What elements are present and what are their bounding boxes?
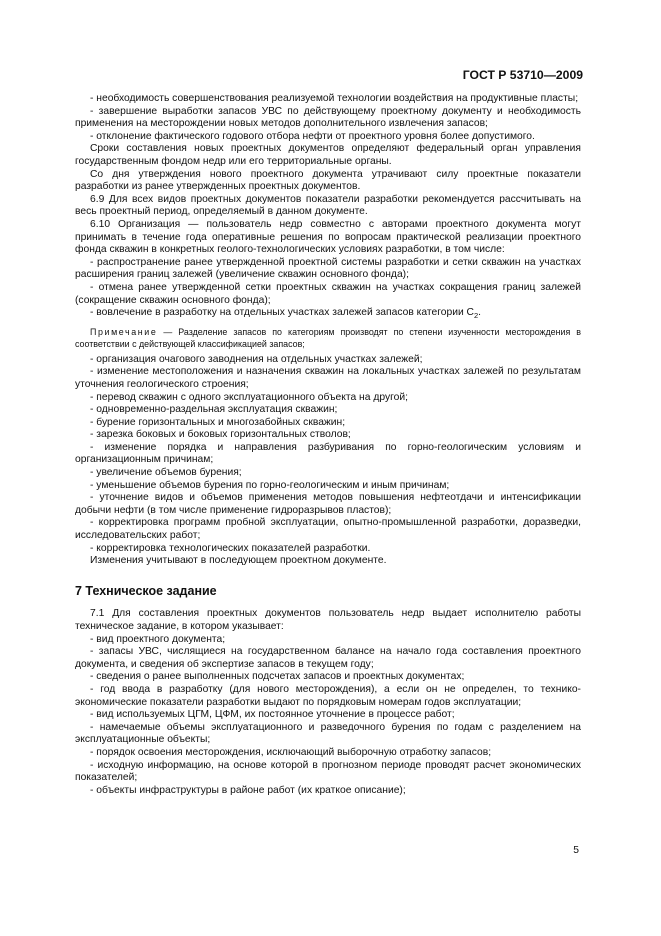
list-item-c2 bbox=[75, 307, 581, 323]
section-7-body bbox=[75, 608, 581, 797]
c2-text: - вовлечение в разработку на отдельных участках залежей запасов категории C bbox=[90, 307, 474, 319]
note-text: — Разделение запасов по категориям производят по степени изученности месторождения в соответствии с действующей классификацией запасов; bbox=[75, 326, 581, 349]
paragraph: - исходную информацию, на основе которой в прогнозном периоде проводят расчет экономических показателей; bbox=[75, 759, 581, 784]
paragraph: - увеличение объемов бурения; bbox=[90, 467, 242, 479]
paragraph: - отмена ранее утвержденной сетки проектных скважин на участках сокращения границ залежей (сокращение скважин основного фонда); bbox=[75, 281, 581, 306]
paragraph: - намечаемые объемы эксплуатационного и разведочного бурения по годам с разделением на эксплуатационные объекты; bbox=[75, 721, 581, 746]
page-body bbox=[75, 93, 581, 797]
paragraph: - вид проектного документа; bbox=[90, 633, 226, 645]
page-number: 5 bbox=[573, 845, 579, 856]
paragraph: - отклонение фактического годового отбора нефти от проектного уровня более допустимого. bbox=[90, 130, 535, 142]
paragraph: - бурение горизонтальных и многозабойных скважин; bbox=[90, 416, 346, 428]
paragraph: - уточнение видов и объемов применения методов повышения нефтеотдачи и интенсификации добычи нефти (в том числе применение гидроразрывов пластов); bbox=[75, 492, 581, 516]
paragraph: - сведения о ранее выполненных подсчетах запасов и проектных документах; bbox=[90, 671, 465, 683]
paragraph: - изменение порядка и направления разбуривания по горно-геологическим условиям и организационным причинам; bbox=[75, 441, 581, 466]
paragraph: Изменения учитывают в последующем проектном документе. bbox=[90, 555, 387, 567]
paragraph: - перевод скважин с одного эксплуатационного объекта на другой; bbox=[90, 391, 408, 403]
paragraph: - объекты инфраструктуры в районе работ (их краткое описание); bbox=[90, 784, 406, 796]
text-block-1 bbox=[75, 93, 581, 307]
paragraph: - одновременно-раздельная эксплуатация скважин; bbox=[90, 404, 338, 416]
paragraph: - изменение местоположения и назначения скважин на локальных участках залежей по результатам уточнения геологического строения; bbox=[75, 366, 581, 390]
paragraph: - необходимость совершенствования реализуемой технологии воздействия на продуктивные пласты; bbox=[90, 93, 579, 104]
c2-subscript: 2 bbox=[474, 311, 479, 321]
document-header: ГОСТ Р 53710—2009 bbox=[462, 68, 583, 82]
paragraph: - год ввода в разработку (для нового месторождения), а если он не определен, то технико-экономические показатели разработки выдают по порядковым номерам годов эксплуатации; bbox=[75, 683, 581, 708]
note-label: Примечание bbox=[90, 326, 158, 337]
paragraph: - организация очагового заводнения на отдельных участках залежей; bbox=[90, 353, 423, 365]
text-block-2 bbox=[75, 354, 581, 568]
paragraph: 6.10 Организация — пользователь недр совместно с авторами проектного документа могут принимать в течение года оперативные решения по вопросам практической реализации проектного фонда скважин в конкретных геолого-технологических условиях разработки, в том числе: bbox=[75, 218, 581, 256]
note bbox=[75, 326, 581, 350]
paragraph: Со дня утверждения нового проектного документа утрачивают силу проектные показатели разработки из ранее утвержденных проектных документов. bbox=[75, 168, 581, 193]
paragraph: - корректировка программ пробной эксплуатации, опытно-промышленной разработки, доразведки, исследовательских работ; bbox=[75, 517, 581, 542]
paragraph: Сроки составления новых проектных документов определяют федеральный орган управления государственным фондом недр или его территориальные органы. bbox=[75, 143, 581, 167]
paragraph: - распространение ранее утвержденной проектной системы разработки и сетки скважин на участках расширения границ залежей (увеличение скважин основного фонда); bbox=[75, 256, 581, 281]
paragraph: - завершение выработки запасов УВС по действующему проектному документу и необходимость применения на месторождении новых методов дополнительного извлечения запасов; bbox=[75, 105, 581, 130]
paragraph: - вид используемых ЦГМ, ЦФМ, их постоянное уточнение в процессе работ; bbox=[90, 709, 455, 721]
paragraph: - запасы УВС, числящиеся на государственном балансе на начало года составления проектного документа, и сведения об экспертизе запасов в текущем году; bbox=[75, 646, 581, 670]
paragraph: - зарезка боковых и боковых горизонтальных стволов; bbox=[90, 429, 351, 441]
c2-end: . bbox=[478, 307, 482, 319]
paragraph: - уменьшение объемов бурения по горно-геологическим и иным причинам; bbox=[90, 479, 450, 491]
paragraph: - корректировка технологических показателей разработки. bbox=[90, 542, 371, 554]
paragraph: 6.9 Для всех видов проектных документов показатели разработки рекомендуется рассчитывать на весь проектный период, определяемый в данном документе. bbox=[75, 193, 581, 218]
paragraph: - порядок освоения месторождения, исключающий выборочную отработку запасов; bbox=[90, 746, 492, 758]
section-heading: 7 Техническое задание bbox=[75, 583, 217, 598]
paragraph: 7.1 Для составления проектных документов пользователь недр выдает исполнителю работы техническое задание, в котором указывает: bbox=[75, 608, 581, 633]
